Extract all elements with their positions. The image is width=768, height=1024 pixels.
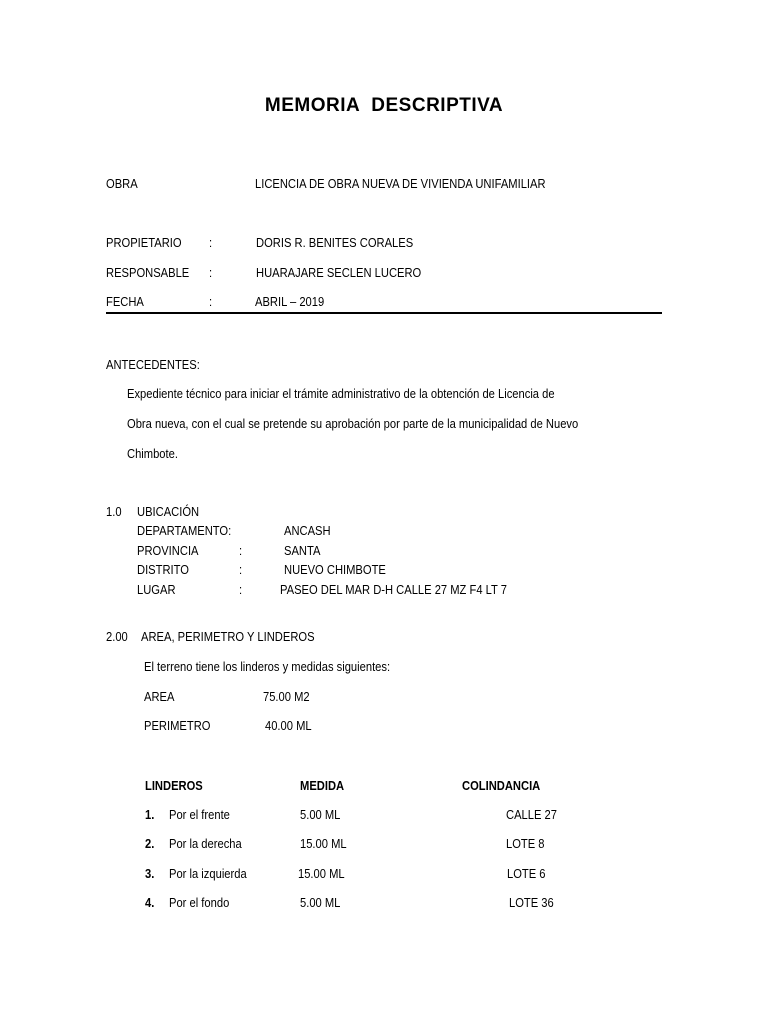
lindero-side: Por el frente (169, 807, 230, 822)
ubicacion-heading: UBICACIÓN (137, 504, 200, 519)
distrito-label: DISTRITO (137, 562, 189, 577)
header-divider (106, 312, 662, 314)
lindero-measure: 15.00 ML (298, 866, 345, 881)
antecedentes-heading: ANTECEDENTES: (106, 357, 200, 372)
lindero-number: 2. (145, 836, 155, 851)
lugar-label: LUGAR (137, 582, 176, 597)
area-label: AREA (144, 689, 175, 704)
fecha-label: FECHA (106, 294, 144, 309)
lindero-colindancia: CALLE 27 (506, 807, 557, 822)
lindero-side: Por la derecha (169, 836, 242, 851)
distrito-value: NUEVO CHIMBOTE (284, 562, 386, 577)
linderos-header: LINDEROS (145, 778, 203, 793)
departamento-value: ANCASH (284, 523, 331, 538)
ubicacion-number: 1.0 (106, 504, 122, 519)
antecedentes-line: Obra nueva, con el cual se pretende su aprobación por parte de la municipalidad de Nuevo (127, 416, 579, 431)
lindero-side: Por el fondo (169, 895, 230, 910)
area-intro: El terreno tiene los linderos y medidas siguientes: (144, 659, 391, 674)
lindero-measure: 5.00 ML (300, 895, 341, 910)
provincia-colon: : (239, 543, 243, 558)
lindero-colindancia: LOTE 36 (509, 895, 554, 910)
distrito-colon: : (239, 562, 243, 577)
antecedentes-line: Expediente técnico para iniciar el trámite administrativo de la obtención de Licencia de (127, 386, 555, 401)
fecha-value: ABRIL – 2019 (255, 294, 325, 309)
responsable-value: HUARAJARE SECLEN LUCERO (256, 265, 422, 280)
responsable-colon: : (209, 265, 213, 280)
lindero-side: Por la izquierda (169, 866, 247, 881)
obra-value: LICENCIA DE OBRA NUEVA DE VIVIENDA UNIFAMILIAR (255, 176, 546, 191)
lindero-colindancia: LOTE 8 (506, 836, 545, 851)
lugar-value: PASEO DEL MAR D-H CALLE 27 MZ F4 LT 7 (280, 582, 507, 597)
lindero-colindancia: LOTE 6 (507, 866, 546, 881)
propietario-colon: : (209, 235, 213, 250)
departamento-label: DEPARTAMENTO: (137, 523, 232, 538)
lindero-number: 1. (145, 807, 155, 822)
fecha-colon: : (209, 294, 213, 309)
lindero-measure: 5.00 ML (300, 807, 341, 822)
area-heading: AREA, PERIMETRO Y LINDEROS (141, 629, 315, 644)
document-title: MEMORIA DESCRIPTIVA (264, 95, 504, 116)
perimetro-label: PERIMETRO (144, 718, 211, 733)
area-number: 2.00 (106, 629, 128, 644)
perimetro-value: 40.00 ML (265, 718, 312, 733)
obra-label: OBRA (106, 176, 138, 191)
propietario-value: DORIS R. BENITES CORALES (256, 235, 414, 250)
lindero-number: 3. (145, 866, 155, 881)
colindancia-header: COLINDANCIA (462, 778, 541, 793)
provincia-value: SANTA (284, 543, 321, 558)
area-value: 75.00 M2 (263, 689, 310, 704)
propietario-label: PROPIETARIO (106, 235, 182, 250)
provincia-label: PROVINCIA (137, 543, 199, 558)
lugar-colon: : (239, 582, 243, 597)
lindero-number: 4. (145, 895, 155, 910)
lindero-measure: 15.00 ML (300, 836, 347, 851)
responsable-label: RESPONSABLE (106, 265, 190, 280)
medida-header: MEDIDA (300, 778, 345, 793)
antecedentes-line: Chimbote. (127, 446, 178, 461)
